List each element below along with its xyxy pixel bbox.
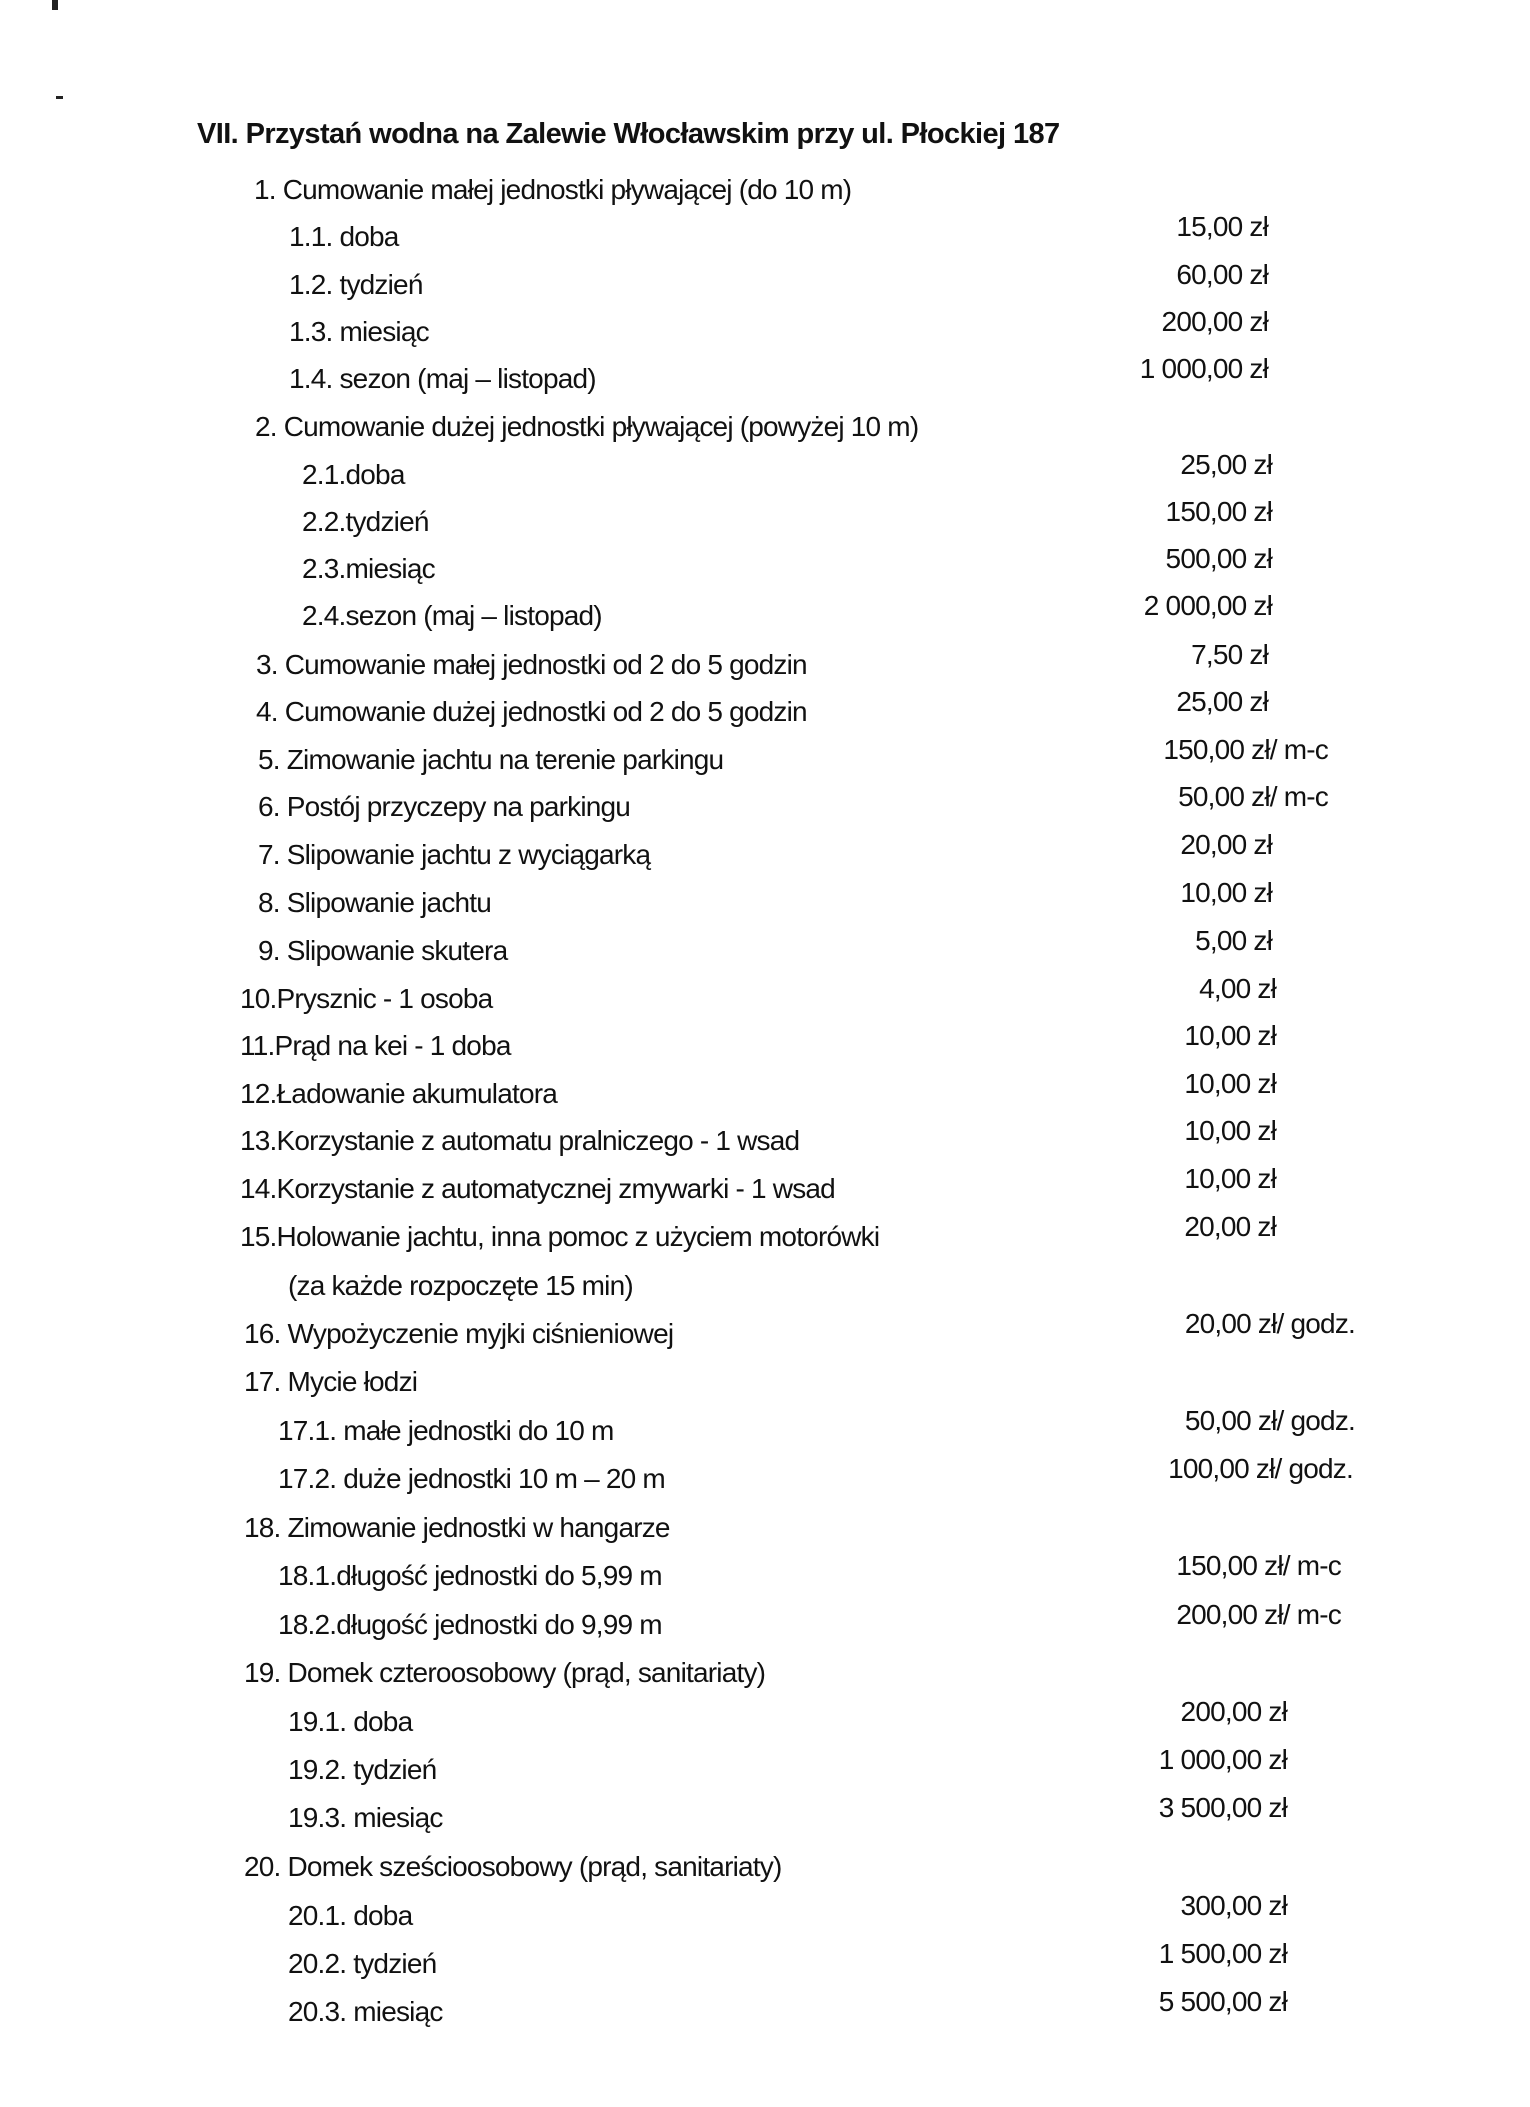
list-item-label: 9. Slipowanie skutera bbox=[258, 935, 508, 966]
list-item-label: 17.1. małe jednostki do 10 m bbox=[278, 1415, 614, 1446]
list-item-price: 10,00 zł bbox=[1184, 1068, 1276, 1099]
list-item-label: 19.3. miesiąc bbox=[288, 1802, 443, 1833]
list-item-label: 2.2.tydzień bbox=[302, 506, 429, 537]
list-item-label: 10.Prysznic - 1 osoba bbox=[240, 983, 493, 1014]
list-item-label: 2.1.doba bbox=[302, 459, 405, 490]
list-item-price: 10,00 zł bbox=[1184, 1115, 1276, 1146]
list-item-price: 1 000,00 zł bbox=[1139, 353, 1268, 384]
section-title: VII. Przystań wodna na Zalewie Włocławskim przy ul. Płockiej 187 bbox=[197, 118, 1060, 150]
list-item-label: 20. Domek sześcioosobowy (prąd, sanitariaty) bbox=[244, 1851, 782, 1882]
list-item-label: 15.Holowanie jachtu, inna pomoc z użyciem motorówki bbox=[240, 1221, 880, 1252]
list-item-label: 17. Mycie łodzi bbox=[244, 1366, 418, 1397]
list-item-price: 7,50 zł bbox=[1191, 639, 1268, 670]
list-item-label: 2.4.sezon (maj – listopad) bbox=[302, 600, 602, 631]
list-item-price: 150,00 zł bbox=[1165, 496, 1272, 527]
list-item-label: 18. Zimowanie jednostki w hangarze bbox=[244, 1512, 670, 1543]
list-item-price: 20,00 zł/ godz. bbox=[1184, 1308, 1355, 1339]
list-item-label: 19.1. doba bbox=[288, 1706, 413, 1737]
list-item-price: 150,00 zł/ m-c bbox=[1176, 1550, 1341, 1581]
list-item-label: 1.2. tydzień bbox=[289, 269, 423, 300]
list-item-label: 5. Zimowanie jachtu na terenie parkingu bbox=[258, 744, 724, 775]
list-item-label: 2. Cumowanie dużej jednostki pływającej (powyżej 10 m) bbox=[255, 411, 919, 442]
list-item-price: 10,00 zł bbox=[1180, 877, 1272, 908]
list-item-price: 10,00 zł bbox=[1184, 1020, 1276, 1051]
list-item-label: 2.3.miesiąc bbox=[302, 553, 435, 584]
list-item-price: 15,00 zł bbox=[1176, 211, 1268, 242]
list-item-price: 150,00 zł/ m-c bbox=[1163, 734, 1328, 765]
list-item-label: 18.2.długość jednostki do 9,99 m bbox=[278, 1609, 662, 1640]
list-item-price: 50,00 zł/ godz. bbox=[1184, 1405, 1355, 1436]
list-item-price: 200,00 zł/ m-c bbox=[1176, 1599, 1341, 1630]
list-item-label: 8. Slipowanie jachtu bbox=[258, 887, 492, 918]
list-item-label: 1.4. sezon (maj – listopad) bbox=[289, 363, 596, 394]
list-item-price: 1 500,00 zł bbox=[1158, 1938, 1287, 1969]
scan-mark-top bbox=[52, 0, 58, 10]
list-item-label: 4. Cumowanie dużej jednostki od 2 do 5 godzin bbox=[256, 696, 807, 727]
list-item-label: 19.2. tydzień bbox=[288, 1754, 437, 1785]
list-item-label: 17.2. duże jednostki 10 m – 20 m bbox=[278, 1463, 665, 1494]
list-item-label: 1. Cumowanie małej jednostki pływającej (do 10 m) bbox=[254, 174, 852, 205]
list-item-label: 18.1.długość jednostki do 5,99 m bbox=[278, 1560, 662, 1591]
list-item-price: 10,00 zł bbox=[1184, 1163, 1276, 1194]
list-item-label: 14.Korzystanie z automatycznej zmywarki - 1 wsad bbox=[240, 1173, 835, 1204]
list-item-price: 20,00 zł bbox=[1184, 1211, 1276, 1242]
list-item-price: 25,00 zł bbox=[1176, 686, 1268, 717]
list-item-label: 16. Wypożyczenie myjki ciśnieniowej bbox=[244, 1318, 674, 1349]
list-item-label: 11.Prąd na kei - 1 doba bbox=[240, 1030, 511, 1061]
list-item-label: 20.3. miesiąc bbox=[288, 1996, 443, 2027]
list-item-label: 19. Domek czteroosobowy (prąd, sanitariaty) bbox=[244, 1657, 766, 1688]
list-item-price: 1 000,00 zł bbox=[1158, 1744, 1287, 1775]
list-item-price: 500,00 zł bbox=[1165, 543, 1272, 574]
list-item-label: 1.1. doba bbox=[289, 221, 399, 252]
list-item-label: 20.2. tydzień bbox=[288, 1948, 437, 1979]
list-item-label: 12.Ładowanie akumulatora bbox=[240, 1078, 558, 1109]
list-item-price: 200,00 zł bbox=[1180, 1696, 1287, 1727]
list-item-price: 2 000,00 zł bbox=[1143, 590, 1272, 621]
scan-mark-left bbox=[56, 96, 63, 99]
list-item-label: (za każde rozpoczęte 15 min) bbox=[288, 1270, 633, 1301]
list-item-label: 3. Cumowanie małej jednostki od 2 do 5 godzin bbox=[256, 649, 807, 680]
list-item-label: 1.3. miesiąc bbox=[289, 316, 429, 347]
list-item-price: 5,00 zł bbox=[1195, 925, 1272, 956]
list-item-price: 25,00 zł bbox=[1180, 449, 1272, 480]
list-item-price: 60,00 zł bbox=[1176, 259, 1268, 290]
list-item-price: 5 500,00 zł bbox=[1158, 1986, 1287, 2017]
list-item-price: 100,00 zł/ godz. bbox=[1168, 1453, 1353, 1484]
list-item-price: 300,00 zł bbox=[1180, 1890, 1287, 1921]
list-item-label: 7. Slipowanie jachtu z wyciągarką bbox=[258, 839, 651, 870]
list-item-label: 13.Korzystanie z automatu pralniczego - 1 wsad bbox=[240, 1125, 800, 1156]
list-item-label: 20.1. doba bbox=[288, 1900, 413, 1931]
list-item-price: 50,00 zł/ m-c bbox=[1178, 781, 1328, 812]
list-item-price: 3 500,00 zł bbox=[1158, 1792, 1287, 1823]
list-item-price: 200,00 zł bbox=[1161, 306, 1268, 337]
list-item-label: 6. Postój przyczepy na parkingu bbox=[258, 791, 631, 822]
list-item-price: 4,00 zł bbox=[1199, 973, 1276, 1004]
list-item-price: 20,00 zł bbox=[1180, 829, 1272, 860]
